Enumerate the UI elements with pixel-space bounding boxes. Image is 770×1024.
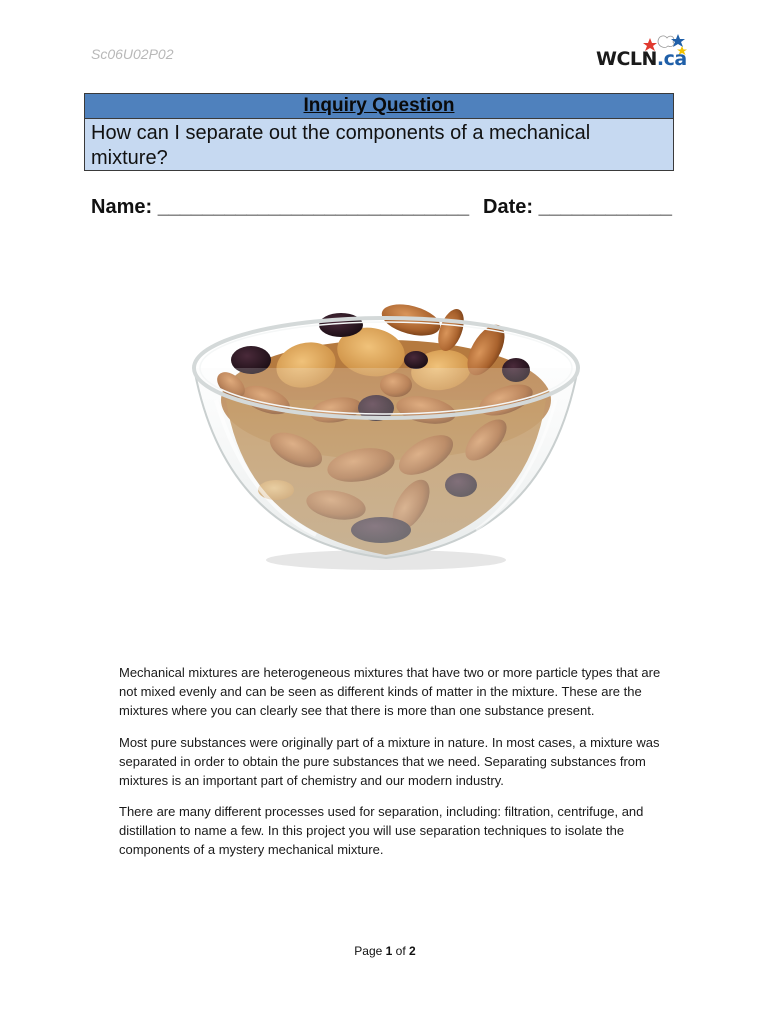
paragraph-pure-substances: Most pure substances were originally part of a mixture in nature. In most cases, a mixture was separated in order to obtain the pure substances that we need. Separating substances from mixtures is an important part of chemistry and our modern industry. xyxy=(119,735,660,788)
inquiry-question-text: How can I separate out the components of a mechanical mixture? xyxy=(85,119,673,170)
document-code: Sc06U02P02 xyxy=(91,46,174,62)
date-field: Date: ____________ xyxy=(483,196,673,218)
inquiry-heading: Inquiry Question xyxy=(85,94,673,119)
of-word: of xyxy=(395,944,406,958)
paragraph-separation-processes: There are many different processes used for separation, including: filtration, centrifuge, and distillation to name a few. In this project you will use separation techniques to isolate the components of a mystery mechanical mixture. xyxy=(119,804,644,857)
page-total: 2 xyxy=(409,944,416,958)
bowl-of-trail-mix-image xyxy=(186,290,586,580)
inquiry-question-box xyxy=(84,93,674,171)
name-field: Name: ____________________________ xyxy=(91,196,470,218)
logo-suffix: .ca xyxy=(656,48,687,70)
logo-wordmark: WCLN xyxy=(596,48,657,70)
paragraph-mechanical-mixtures: Mechanical mixtures are heterogeneous mixtures that have two or more particle types that are not mixed evenly and can be seen as different kinds of matter in the mixture. These are the mixtures where you can clearly see that there is more than one substance present. xyxy=(119,665,661,718)
wcln-logo xyxy=(592,28,692,72)
page-number: 1 xyxy=(385,944,393,958)
page-footer xyxy=(0,944,770,958)
page-word: Page xyxy=(354,944,383,958)
